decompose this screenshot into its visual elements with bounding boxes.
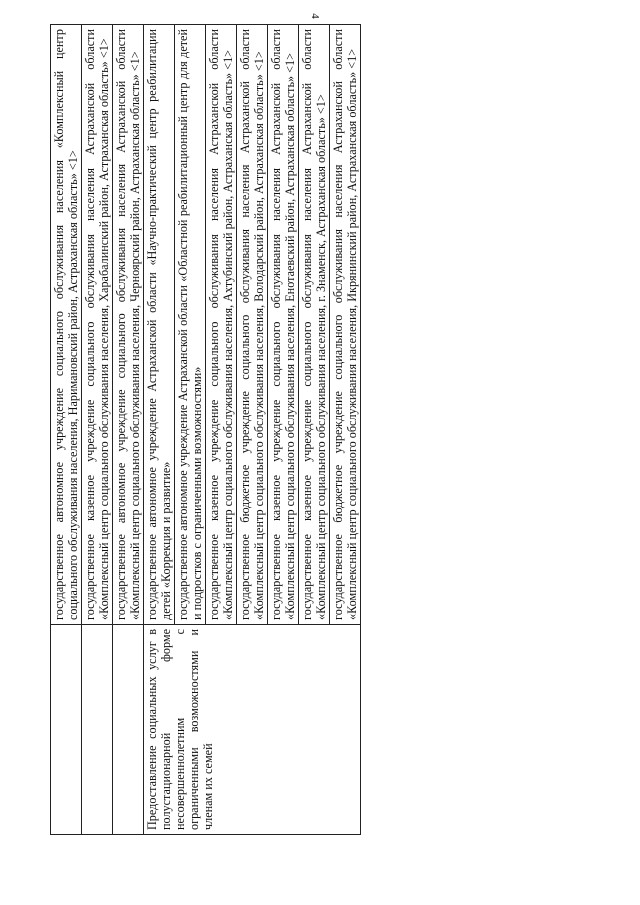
service-name-cell: Предоставление социальных услуг в полустационарной форме несовершеннолетним с ограниченными возможностями и членам их семей [144,625,361,835]
table-row [113,25,144,835]
table-cell-empty [113,625,144,835]
services-table [50,24,361,835]
institution-cell: государственное бюджетное учреждение социального обслуживания населения Астраханской области «Комплексный центр социального обслуживания населения, Володарский район, Астраханская область» <1> [237,25,268,625]
institution-cell: государственное автономное учреждение Астраханской области «Научно-практический центр реабилитации детей «Коррекция и развитие» [144,25,175,625]
page-number: 4 [308,13,321,19]
table-row [82,25,113,835]
institution-cell: государственное автономное учреждение социального обслуживания населения «Комплексный центр социального обслуживания населения, Наримановский район, Астраханская область» <1> [51,25,82,625]
institution-cell: государственное автономное учреждение социального обслуживания населения Астраханской области «Комплексный центр социального обслуживания населения, Черноярский район, Астраханская область» <1> [113,25,144,625]
institution-cell: государственное казенное учреждение социального обслуживания населения Астраханской области «Комплексный центр социального обслуживания населения, Ахтубинский район, Астраханская область» <1> [206,25,237,625]
institution-cell: государственное автономное учреждение Астраханской области «Областной реабилитационный центр для детей и подростков с ограниченными возможностями» [175,25,206,625]
institution-cell: государственное казенное учреждение социального обслуживания населения Астраханской области «Комплексный центр социального обслуживания населения, г. Знаменск, Астраханская область» <1> [299,25,330,625]
institution-cell: государственное казенное учреждение социального обслуживания населения Астраханской области «Комплексный центр социального обслуживания населения, Енотаевский район, Астраханская область» <1> [268,25,299,625]
table-cell-empty [82,625,113,835]
rotated-sheet [50,25,570,835]
table-cell-empty [51,625,82,835]
institution-cell: государственное казенное учреждение социального обслуживания населения Астраханской области «Комплексный центр социального обслуживания населения, Харабалинский район, Астраханская область» <1> [82,25,113,625]
table-row [51,25,82,835]
institution-cell: государственное бюджетное учреждение социального обслуживания населения Астраханской области «Комплексный центр социального обслуживания населения, Икрянинский район, Астраханская область» <1> [330,25,361,625]
table-row [144,25,175,835]
